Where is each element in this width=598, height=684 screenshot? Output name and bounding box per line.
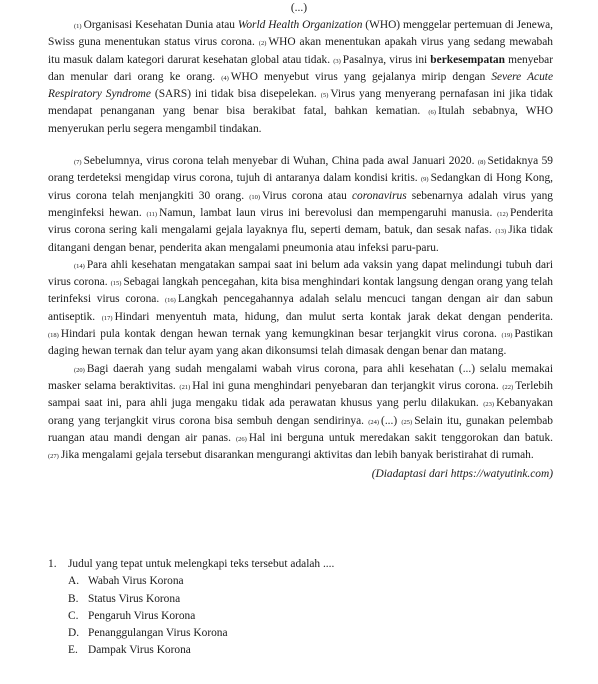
italic-term: Severe Acute Respiratory Syndrome — [48, 70, 554, 101]
sentence-number: (12) — [497, 210, 508, 218]
sentence-number: (9) — [420, 176, 429, 184]
sentence-number: (14) — [74, 262, 85, 270]
passage-paragraph — [48, 257, 553, 361]
sentence-number: (8) — [477, 159, 486, 167]
sentence — [74, 155, 478, 167]
sentence-text: Virus corona atau — [262, 189, 352, 202]
question-stem — [48, 556, 553, 573]
sentence-number: (15) — [110, 280, 122, 288]
sentence-number: (26) — [236, 435, 247, 443]
sentence-text: Bagi daerah yang sudah mengalami wabah virus corona, para ahli kesehatan (...) selalu memakai masker selama beraktivitas. — [48, 362, 553, 392]
passage-title: (...) — [290, 2, 308, 14]
option-text: Status Virus Korona — [88, 592, 181, 605]
sentence — [48, 449, 534, 461]
question-block — [48, 556, 553, 660]
sentence — [102, 311, 553, 323]
option-letter: C. — [68, 609, 79, 622]
sentence-text: (SARS) ini tidak bisa disepelekan. — [150, 88, 321, 101]
sentence-number: (20) — [74, 366, 85, 374]
passage-paragraph — [48, 17, 553, 138]
option-letter: D. — [68, 627, 80, 640]
source-citation: (Diadaptasi dari https://watyutink.com) — [371, 468, 553, 481]
sentence — [368, 415, 401, 427]
sentence-text: Virus yang menyerang pernafasan ini jika tidak mendapat penanganan yang benar bisa berakibat fatal, bahkan kematian. — [48, 88, 553, 118]
option-text: Wabah Virus Korona — [88, 575, 184, 588]
sentence-number: (22) — [502, 383, 514, 391]
answer-option-d[interactable] — [68, 625, 553, 642]
sentence-text: sebenarnya adalah virus yang menginfeksi hewan. — [48, 189, 553, 219]
sentence-number: (16) — [164, 297, 176, 305]
sentence-number: (6) — [428, 109, 436, 117]
option-text: Dampak Virus Korona — [88, 644, 191, 657]
bold-term: berkesempatan — [430, 53, 505, 66]
sentence-text: Hindari pula kontak dengan hewan ternak yang kemungkinan besar terjangkit virus corona. — [60, 328, 502, 341]
sentence-text: Langkah pencegahannya adalah selalu mencuci tangan dengan air dan sabun antiseptik. — [48, 293, 553, 323]
option-text: Pengaruh Virus Korona — [88, 609, 196, 622]
question-number: 1. — [48, 558, 57, 570]
option-text: Penanggulangan Virus Korona — [88, 627, 228, 640]
sentence-text: menyebar dan menular dari orang ke orang. — [48, 53, 553, 83]
question-text: Judul yang tepat untuk melengkapi teks tersebut adalah .... — [68, 558, 335, 570]
option-letter: B. — [68, 592, 79, 605]
sentence-number: (23) — [483, 401, 495, 409]
sentence-number: (18) — [48, 332, 59, 340]
sentence — [179, 380, 502, 392]
sentence — [48, 328, 502, 340]
sentence-number: (19) — [501, 332, 513, 340]
sentence — [236, 432, 553, 444]
sentence-text: Setidaknya 59 orang terdeteksi mengidap virus corona, tujuh di antaranya dalam kondisi kritis. — [48, 155, 553, 185]
sentence-text: Organisasi Kesehatan Dunia atau — [83, 19, 238, 31]
sentence-number: (4) — [221, 74, 229, 82]
sentence-text: (...) — [381, 414, 402, 427]
sentence-text: Itulah sebabnya, WHO menyerukan perlu segera mengambil tindakan. — [48, 105, 553, 135]
italic-term: coronavirus — [352, 189, 407, 202]
sentence-number: (3) — [333, 57, 341, 65]
answer-option-e[interactable] — [68, 642, 553, 659]
sentence-number: (17) — [101, 314, 113, 322]
sentence-text: Hal ini berguna untuk meredakan sakit tenggorokan dan batuk. — [248, 431, 553, 444]
sentence-number: (2) — [258, 40, 267, 48]
sentence-text: Selain itu, gunakan pelembab ruangan atau mandi dengan air panas. — [48, 414, 553, 444]
sentence-number: (25) — [401, 418, 413, 426]
sentence-text: Namun, lambat laun virus ini berevolusi dan mempengaruhi manusia. — [159, 206, 498, 219]
sentence-text: Hal ini guna menghindari penyebaran dan terjangkit virus corona. — [192, 379, 503, 392]
sentence-number: (7) — [74, 159, 82, 167]
passage-paragraph — [48, 153, 553, 257]
answer-option-b[interactable] — [68, 591, 553, 608]
sentence-text: WHO akan menentukan apakah virus yang sedang mewabah itu masuk dalam kategori darurat kesehatan global atau tidak. — [48, 36, 553, 66]
sentence-number: (13) — [495, 228, 507, 236]
sentence-text: Pasalnya, virus ini — [342, 53, 431, 66]
sentence-number: (10) — [249, 193, 261, 201]
passage-paragraphs — [48, 17, 553, 464]
italic-term: World Health Organization — [237, 19, 363, 31]
sentence-text: WHO menyebut virus yang gejalanya mirip dengan — [230, 70, 492, 83]
sentence-text: Hindari menyentuh mata, hidung, dan mulut serta kontak jarak dekat dengan penderita. — [114, 310, 553, 323]
sentence-number: (1) — [74, 23, 82, 30]
sentence-text: Para ahli kesehatan mengatakan sampai saat ini belum ada vaksin yang dapat melindungi tubuh dari virus corona. — [48, 258, 553, 289]
answer-option-c[interactable] — [68, 608, 553, 625]
sentence — [147, 207, 498, 219]
sentence-text: Pastikan daging hewan ternak dan telur ayam yang akan dikonsumsi telah dimasak dengan benar dan matang. — [48, 328, 553, 358]
sentence-text: Kebanyakan orang yang terjangkit virus corona bisa sembuh dengan sendirinya. — [48, 397, 553, 427]
sentence-number: (21) — [179, 383, 191, 391]
sentence-number: (11) — [146, 210, 158, 218]
sentence-text: Terlebih sampai saat ini, para ahli juga mengaku tidak ada perawatan khusus yang perlu dilakukan. — [48, 379, 553, 410]
answer-option-a[interactable] — [68, 573, 553, 590]
sentence-number: (27) — [48, 453, 59, 461]
sentence-number: (5) — [320, 92, 329, 100]
sentence-text: Jika tidak ditangani dengan benar, penderita akan mengalami pneumonia atau infeksi paru-paru. — [48, 224, 553, 254]
sentence-text: Sebagai langkah pencegahan, kita bisa menghindari kontak langsung dengan orang yang telah terinfeksi virus corona. — [48, 276, 553, 306]
sentence-number: (24) — [368, 418, 380, 426]
option-letter: E. — [68, 644, 78, 657]
sentence-text: Sebelumnya, virus corona telah menyebar di Wuhan, China pada awal Januari 2020. — [83, 155, 478, 168]
sentence-text: Jika mengalami gejala tersebut disarankan mengurangi aktivitas dan lebih banyak beristirahat di rumah. — [60, 449, 534, 462]
option-letter: A. — [68, 575, 80, 588]
answer-options — [68, 573, 553, 659]
sentence-text: Penderita virus corona sering kali mengalami gejala layaknya flu, seperti demam, batuk, dan sesak nafas. — [48, 206, 553, 237]
reading-passage — [48, 17, 553, 484]
passage-paragraph — [48, 361, 553, 465]
sentence-text: Sedangkan di Hong Kong, virus corona telah menjangkiti 30 orang. — [48, 172, 553, 202]
sentence-text: (WHO) menggelar pertemuan di Jenewa, Swiss guna menentukan status virus corona. — [48, 19, 553, 49]
